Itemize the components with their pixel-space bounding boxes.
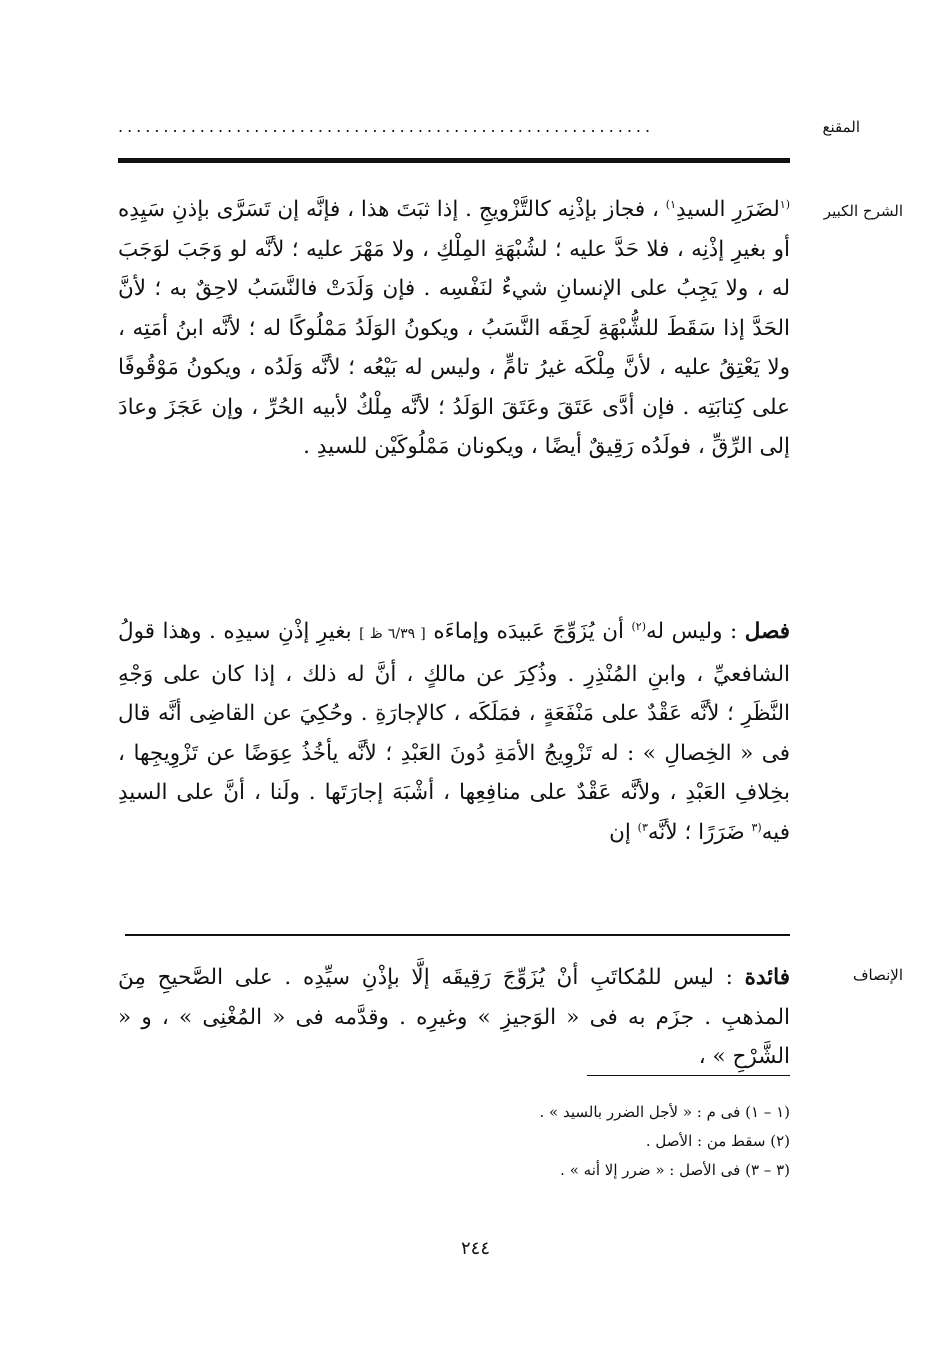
footnote-marker-3-close: ٣) xyxy=(637,820,648,834)
footnotes xyxy=(300,1098,790,1185)
running-header-title: المقنع xyxy=(822,118,860,136)
sharh-paragraph xyxy=(118,190,790,467)
insaf-heading: فائدة xyxy=(744,965,790,990)
insaf-text: : ليس للمُكاتَبِ أنْ يُزَوِّجَ رَقِيقَه إلَّا بإذْنِ سيِّدِه . على الصَّحيحِ مِنَ المذهبِ . جزَم به فى « الوَجيزِ » وغيرِه . وقدَّمه فى « المُغْنِى » ، و « الشَّرْحِ » ، xyxy=(118,965,790,1069)
fasl-text-1: : وليس له xyxy=(646,619,745,644)
footnote-marker-2: (٢) xyxy=(631,619,647,633)
footnote-1: (١ – ١) فى م : « لأجل الضرر بالسيد » . xyxy=(539,1103,790,1121)
header-rule xyxy=(118,158,790,163)
footnote-2: (٢) سقط من : الأصل . xyxy=(645,1132,790,1150)
side-label-insaf: الإنصاف xyxy=(852,966,903,984)
fasl-text-2: أن يُزَوِّجَ عَبيدَه وإماءَه xyxy=(425,619,632,644)
footnote-marker-1-close: ١) xyxy=(665,197,676,211)
sharh-body: ، فجاز بإذْنِه كالتَّزْويجِ . إذا ثبَتَ هذا ، فإنَّه إن تَسَرَّى بإذنِ سَيِدِه أو بغيرِ إذْنِه ، فلا حَدَّ عليه ؛ لشُبْهَةِ المِلْكِ ، ولا مَهْرَ عليه ؛ لأنَّه لو وَجَبَ لوَجَبَ له ، ولا يَجِبُ على الإنسانِ شيءٌ لنَفْسِه . فإن وَلَدَتْ فالنَّسَبُ لاحِقٌ به ؛ لأنَّ الحَدَّ إذا سَقَطَ للشُّبْهَةِ لَحِقَه النَّسَبُ ، ويكونُ الوَلَدُ مَمْلُوكًا له ؛ لأنَّه ابنُ أمَتِه ، ولا يَعْتِقُ عليه ، لأنَّ مِلْكَه غيرُ تامٍّ ، وليس له بَيْعُه ؛ لأنَّه وَلَدُه ، ويكونُ مَوْقُوفًا على كِتابَتِه . فإن أدَّى عَتَقَ وعَتَقَ الوَلَدُ ؛ لأنَّه مِلْكٌ لأبيه الحُرِّ ، وإن عَجَزَ وعادَ إلى الرِّقِّ ، فولَدُه رَقِيقٌ أيضًا ، ويكونان مَمْلُوكَيْن للسيدِ . xyxy=(118,197,790,459)
fasl-text-3: بغيرِ إذْنِ سيدِه . وهذا قولُ الشافعيِّ ، وابنِ المُنْذِرِ . وذُكِرَ عن مالكٍ ، أنَّ له ذلك ، إذا كان على وَجْهِ النَّظَرِ ؛ لأنَّه عَقْدٌ على مَنْفَعَةٍ ، فمَلَكَه ، كالإجارَةِ . وحُكِيَ عن القاضِى أنَّه قال فى « الخِصالِ » : له تَزْوِيجُ الأمَةِ دُونَ العَبْدِ ؛ لأنَّه يأخُذُ عِوَضًا عن تَزْوِيجِها ، بخِلافِ العَبْدِ ، ولأنَّه عَقْدٌ على منافِعِها ، أشْبَهَ إجارَتَها . ولَنا ، أنَّ على السيدِ فيه xyxy=(118,619,790,845)
section-divider xyxy=(125,934,790,936)
footnote-3: (٣ – ٣) فى الأصل : « ضرر إلا أنه » . xyxy=(560,1161,790,1179)
fasl-paragraph xyxy=(118,612,790,852)
sharh-phrase: لضَرَرِ السيدِ xyxy=(676,197,780,222)
manuscript-reference: [ ٦/٣٩ ظ ] xyxy=(359,626,426,642)
fasl-heading: فصل xyxy=(744,619,791,644)
fasl-text-4: ضَرَرًا ؛ لأنَّه xyxy=(647,819,752,845)
footnote-rule xyxy=(587,1075,790,1076)
footnote-marker-1-open: (١ xyxy=(779,197,790,211)
page-number: ٢٤٤ xyxy=(460,1238,490,1259)
fasl-text-5: إن xyxy=(609,819,638,845)
side-label-sharh: الشرح الكبير xyxy=(823,202,903,220)
header-dot-leader: ........................................................... xyxy=(118,118,655,136)
insaf-paragraph xyxy=(118,958,790,1077)
footnote-marker-3-open: (٣ xyxy=(751,820,762,834)
